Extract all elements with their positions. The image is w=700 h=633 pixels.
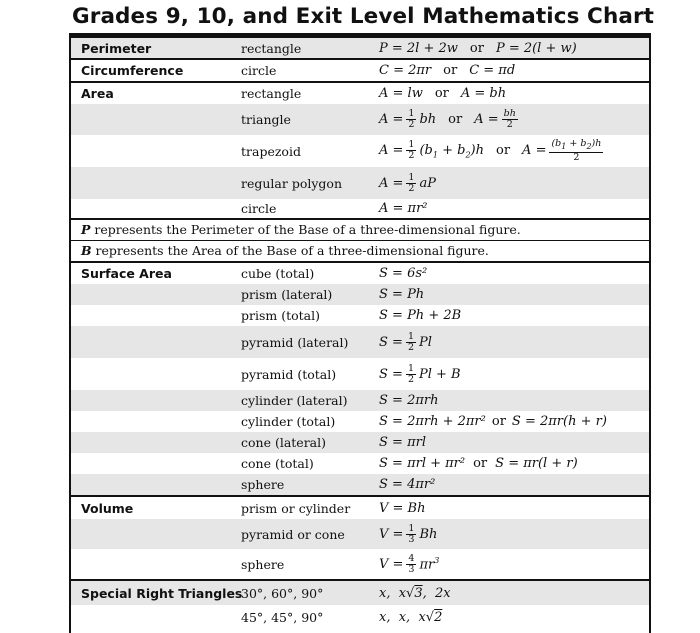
category-label: Area <box>81 86 114 101</box>
fraction: $\frac{1}{2}$ <box>408 171 415 194</box>
shape-label: prism (lateral) <box>241 287 333 302</box>
area-base-note: B represents the Area of the Base of a three-dimensional figure. <box>81 243 489 258</box>
or-label: or <box>469 40 484 56</box>
formula: S = 6s² <box>379 266 428 281</box>
fraction: $\frac{1}{2}$ <box>408 108 415 130</box>
surface-area-section <box>71 263 649 497</box>
circumference-row <box>71 60 649 81</box>
shape-label: circle <box>241 201 277 216</box>
fraction: $\frac{bh}{2}$ <box>503 108 516 130</box>
shape-label: cube (total) <box>241 266 315 281</box>
formula-a: C = 2πr <box>379 63 432 78</box>
formula <box>379 414 649 429</box>
surface-sphere-row <box>71 474 649 495</box>
category-label: Surface Area <box>81 266 172 281</box>
volume-pyramid-row <box>71 519 649 549</box>
formula <box>379 456 649 471</box>
formula: S = $\frac{1}{2}$ Pl + B <box>379 362 461 385</box>
category-label: Perimeter <box>81 40 152 56</box>
surface-cylinder-lateral-row <box>71 390 649 411</box>
shape-label: 30°, 60°, 90° <box>241 585 324 601</box>
or-label: or <box>473 456 488 471</box>
category-label: Volume <box>81 500 134 516</box>
page-title: Grades 9, 10, and Exit Level Mathematics Chart <box>72 4 655 29</box>
formula-b: P = 2(l + w) <box>495 40 577 56</box>
surface-cube-row <box>71 263 649 284</box>
volume-sphere-row <box>71 549 649 579</box>
formula-chart <box>69 33 651 633</box>
shape-label: sphere <box>241 477 285 492</box>
shape-label: 45°, 45°, 90° <box>241 609 324 625</box>
shape-label: triangle <box>241 112 291 127</box>
area-polygon-row <box>71 167 649 199</box>
formula: A = πr² <box>379 201 428 216</box>
fraction: $\frac{1}{2}$ <box>407 330 414 353</box>
formula: S = 2πrh <box>379 393 439 408</box>
formula: A = $\frac{1}{2}$ $(b_1 + b_2)h$ or A = $\frac{(b_1 + b_2)h}{2}$ <box>379 138 602 163</box>
triangle-30-60-90-row <box>71 581 649 605</box>
formula: S = πrl <box>379 435 426 450</box>
category-label: Special Right Triangles <box>81 585 243 601</box>
shape-label: rectangle <box>241 40 302 56</box>
formula-b: C = πd <box>469 63 516 78</box>
area-triangle-row <box>71 104 649 135</box>
formula-b: S = 2πr(h + r) <box>511 414 607 429</box>
fraction: $\frac{1}{3}$ <box>408 522 415 545</box>
notes-section <box>71 220 649 263</box>
fraction: $\frac{4}{3}$ <box>408 552 415 575</box>
volume-section <box>71 497 649 581</box>
formula: S = Ph <box>379 287 425 302</box>
formula-a: A = lw <box>379 86 423 101</box>
area-circle-row <box>71 199 649 218</box>
perimeter-base-note: P represents the Perimeter of the Base of a three-dimensional figure. <box>71 220 649 241</box>
shape-label: pyramid (total) <box>241 366 337 382</box>
formula <box>379 63 649 78</box>
special-triangles-section <box>71 581 649 629</box>
fraction: $\frac{1}{2}$ <box>407 362 414 385</box>
surface-prism-total-row <box>71 305 649 326</box>
surface-prism-lateral-row <box>71 284 649 305</box>
or-label: or <box>443 63 458 78</box>
shape-label: prism or cylinder <box>241 500 351 516</box>
formula: x, x, x√2 <box>379 609 443 625</box>
formula-a: S = πrl + πr² <box>379 456 466 471</box>
area-rectangle-row <box>71 83 649 104</box>
formula: A = $\frac{1}{2}$ bh or A = $\frac{bh}{2}$ <box>379 108 516 130</box>
formula: S = $\frac{1}{2}$ Pl <box>379 330 432 353</box>
formula: V = $\frac{1}{3}$ Bh <box>379 522 438 545</box>
shape-label: trapezoid <box>241 143 301 159</box>
area-trapezoid-row <box>71 135 649 167</box>
surface-pyramid-lateral-row <box>71 326 649 358</box>
or-label: or <box>496 143 511 159</box>
category-label: Circumference <box>81 63 184 78</box>
shape-label: cylinder (total) <box>241 414 336 429</box>
surface-cone-lateral-row <box>71 432 649 453</box>
formula-a: P = 2l + 2w <box>379 40 458 56</box>
formula-b: S = πr(l + r) <box>495 456 578 471</box>
shape-label: sphere <box>241 556 285 572</box>
formula-b: A = bh <box>460 86 507 101</box>
area-section <box>71 83 649 220</box>
shape-label: circle <box>241 63 277 78</box>
formula: V = $\frac{4}{3}$ $\pi r^3$ <box>379 552 440 575</box>
fraction: $\frac{(b_1 + b_2)h}{2}$ <box>551 138 602 163</box>
fraction: $\frac{1}{2}$ <box>408 139 415 162</box>
or-label: or <box>491 414 506 429</box>
formula: S = 4πr² <box>379 477 436 492</box>
perimeter-section <box>71 38 649 60</box>
shape-label: pyramid (lateral) <box>241 334 349 350</box>
volume-prism-row <box>71 497 649 519</box>
formula-a: S = 2πrh + 2πr² <box>379 414 486 429</box>
or-label: or <box>448 112 463 127</box>
surface-cone-total-row <box>71 453 649 474</box>
formula <box>379 86 649 101</box>
perimeter-row <box>71 38 649 58</box>
formula: V = Bh <box>379 500 426 516</box>
shape-label: cone (total) <box>241 456 314 471</box>
shape-label: cone (lateral) <box>241 435 326 450</box>
formula <box>379 41 649 56</box>
shape-label: rectangle <box>241 86 302 101</box>
formula: A = $\frac{1}{2}$ aP <box>379 171 436 194</box>
triangle-45-45-90-row <box>71 605 649 629</box>
surface-cylinder-total-row <box>71 411 649 432</box>
surface-pyramid-total-row <box>71 358 649 390</box>
formula: S = Ph + 2B <box>379 308 462 323</box>
shape-label: pyramid or cone <box>241 526 345 542</box>
shape-label: regular polygon <box>241 175 342 191</box>
or-label: or <box>434 86 449 101</box>
circumference-section <box>71 60 649 83</box>
formula: x, x√3, 2x <box>379 585 451 601</box>
shape-label: prism (total) <box>241 308 320 323</box>
shape-label: cylinder (lateral) <box>241 393 348 408</box>
